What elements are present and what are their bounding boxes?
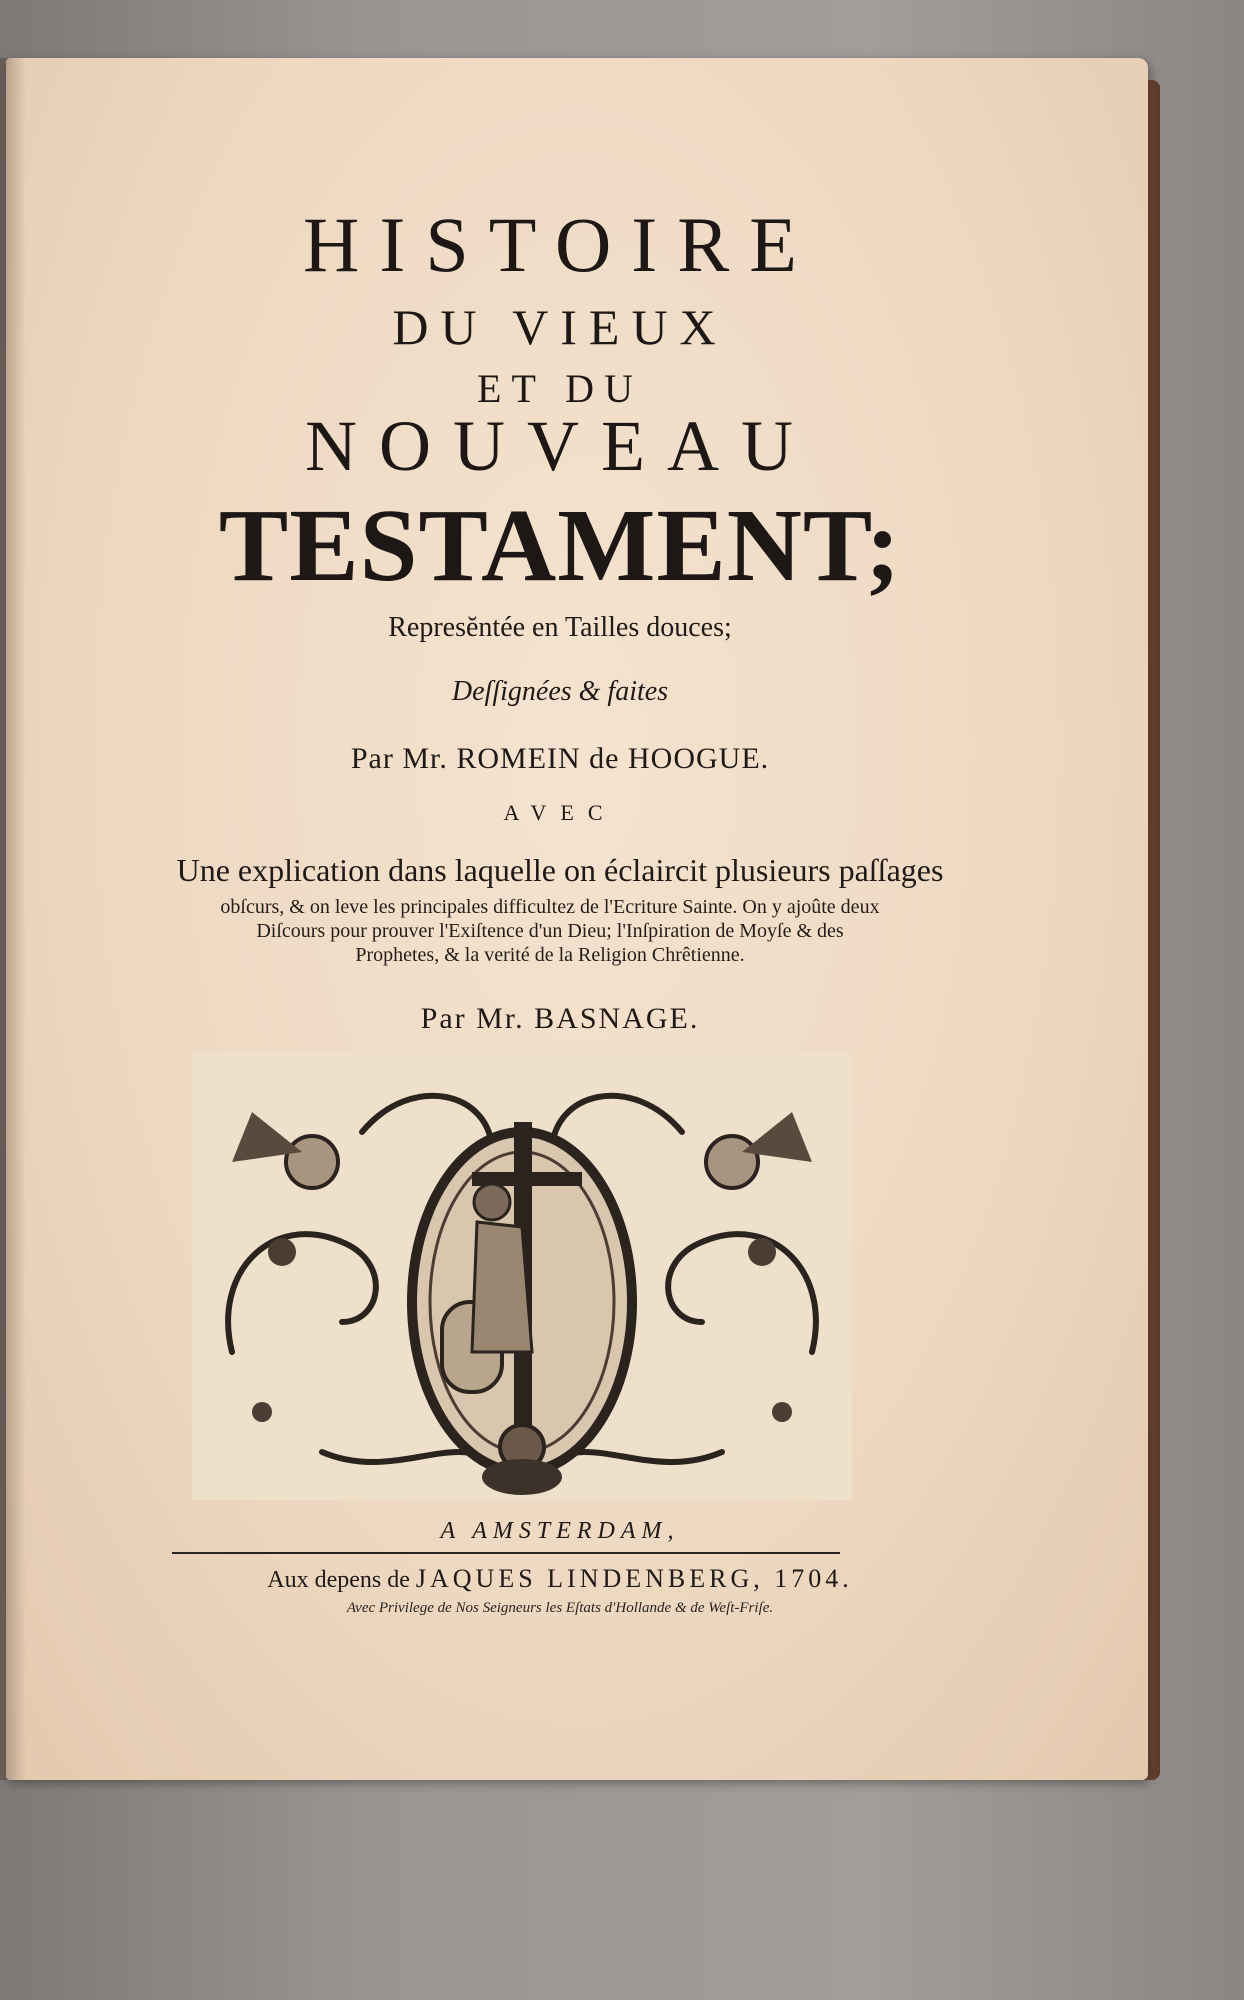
publisher-name: JAQUES LINDENBERG, 1704.: [415, 1564, 853, 1593]
subtitle-designed: Deſſignées & faites: [451, 676, 669, 707]
artist-credit: [60, 742, 1060, 776]
scroll-right: [668, 1234, 816, 1352]
scroll-left: [228, 1234, 376, 1352]
engraved-vignette: [192, 1052, 852, 1500]
title-histoire: HISTOIRE: [303, 201, 817, 288]
author-prefix: Par Mr.: [420, 1002, 525, 1035]
mask-base: [482, 1459, 562, 1495]
imprint-rule: [172, 1552, 840, 1554]
flower-right: [748, 1238, 776, 1266]
flower-lower-right: [772, 1402, 792, 1422]
explanation-line-2: obſcurs, & on leve les principales difficultez de l'Ecriture Sainte. On y ajoûte deux: [220, 896, 880, 918]
explanation-heading: Une explication dans laquelle on éclaircit plusieurs paſſages: [176, 852, 944, 888]
cherub-left: [286, 1136, 338, 1188]
imprint-city: A AMSTERDAM,: [440, 1518, 680, 1544]
scroll-top-left: [362, 1096, 492, 1152]
explanation-paragraph: [120, 895, 980, 967]
imprint-privilege: Avec Privilege de Nos Seigneurs les Eſtats d'Hollande & de Weſt-Friſe.: [346, 1600, 774, 1616]
artist-name: ROMEIN de HOOGUE.: [456, 742, 770, 775]
title-du-vieux: DU VIEUX: [392, 299, 728, 355]
subtitle-represented: Represĕntée en Tailles douces;: [388, 612, 732, 643]
flower-lower-left: [252, 1402, 272, 1422]
explanation-line-4: Prophetes, & la verité de la Religion Chrêtienne.: [355, 944, 745, 966]
title-nouveau: NOUVEAU: [305, 406, 815, 486]
imprint-publisher: [60, 1564, 1060, 1594]
author-credit: [60, 1002, 1060, 1036]
vignette-illustration: [192, 1052, 852, 1500]
publisher-prefix: Aux depens de: [267, 1567, 410, 1593]
scroll-top-right: [552, 1096, 682, 1152]
figure-robe: [472, 1222, 532, 1352]
explanation-line-3: Diſcours pour prouver l'Exiſtence d'un Dieu; l'Inſpiration de Moyſe & des: [256, 920, 844, 942]
title-testament: TESTAMENT;: [218, 488, 902, 603]
figure-head: [474, 1184, 510, 1220]
flower-left: [268, 1238, 296, 1266]
title-et-du: ET DU: [477, 366, 643, 411]
author-name: BASNAGE.: [534, 1002, 700, 1035]
page-gutter: [0, 58, 26, 1780]
avec-label: AVEC: [503, 800, 617, 825]
cherub-right: [706, 1136, 758, 1188]
artist-prefix: Par Mr.: [350, 742, 448, 775]
